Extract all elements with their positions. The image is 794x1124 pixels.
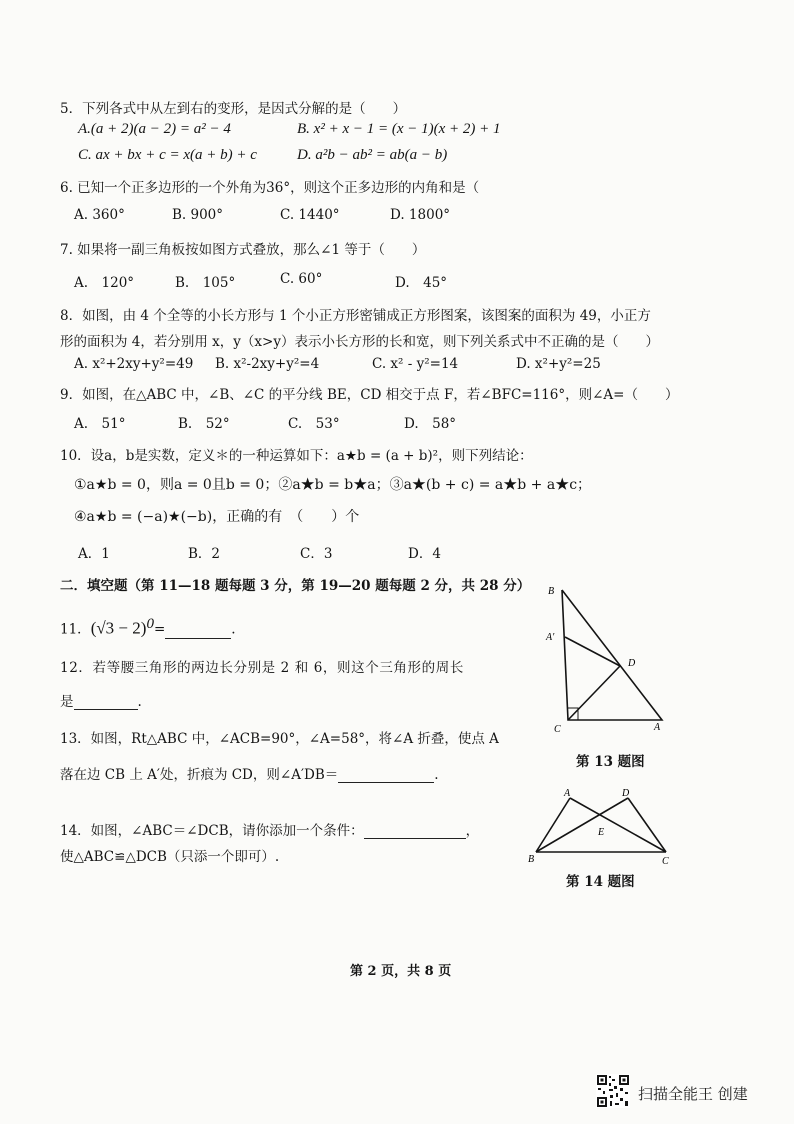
- crease-cd: [568, 666, 620, 720]
- q11: [60, 616, 236, 639]
- q14-line1-end: ，: [465, 823, 480, 839]
- label-d: D: [628, 658, 636, 669]
- label-a: A: [654, 722, 661, 732]
- q11-equals: =: [153, 621, 166, 638]
- q12-answer-blank[interactable]: [74, 695, 138, 710]
- q13-end: .: [434, 767, 439, 783]
- q8-line1: 8．如图，由 4 个全等的小长方形与 1 个小正方形密铺成正方形图案，该图案的面积为 49，小正方: [60, 308, 651, 324]
- q10-stem: 10．设a，b是实数，定义＊的一种运算如下：a★b = (a + b)²，则下列结论：: [60, 448, 533, 464]
- label-d: D: [622, 788, 630, 799]
- figure-14-caption: 第 14 题图: [566, 874, 635, 890]
- q10-conclusions-2: ④a★b = (−a)★(−b)，正确的有 （ ）个: [74, 509, 360, 525]
- label-b: B: [528, 854, 535, 865]
- q10-option-a: A．1: [78, 546, 110, 562]
- label-a-prime: A′: [546, 632, 555, 643]
- label-c: C: [662, 856, 669, 866]
- q9-option-d: D. 58°: [404, 416, 457, 432]
- label-c: C: [554, 724, 561, 732]
- q12-line1: 12．若等腰三角形的两边长分别是 2 和 6，则这个三角形的周长: [60, 660, 464, 676]
- q12-line2: [60, 690, 142, 710]
- q5-stem: 5．下列各式中从左到右的变形，是因式分解的是（ ）: [60, 101, 407, 117]
- q6-option-d: D. 1800°: [390, 207, 451, 223]
- label-e: E: [598, 827, 605, 838]
- q8-option-b: B. x²-2xy+y²=4: [215, 356, 320, 372]
- q14-line2: 使△ABC≌△DCB（只添一个即可）.: [60, 849, 280, 865]
- q9-option-c: C. 53°: [288, 416, 340, 432]
- fold-line-a1-d: [565, 637, 620, 666]
- q14-line1-text: 14．如图，∠ABC＝∠DCB，请你添加一个条件：: [60, 823, 364, 839]
- q10-conclusions-1: ①a★b = 0，则a = 0且b = 0；②a★b = b★a；③a★(b + c) = a★b + a★c；: [74, 477, 592, 493]
- q6-option-a: A. 360°: [74, 207, 125, 223]
- label-a: A: [564, 788, 571, 799]
- triangle-abc-outline: [562, 590, 662, 720]
- q11-expression: (√3 − 2): [90, 618, 147, 638]
- q13-line2-text: 落在边 CB 上 A′处，折痕为 CD，则∠A′DB＝: [60, 767, 339, 783]
- q10-option-c: C．3: [300, 546, 333, 562]
- qr-code-icon: [596, 1074, 630, 1108]
- q8-option-c: C. x² - y²=14: [372, 356, 459, 372]
- q14-answer-blank[interactable]: [364, 824, 466, 839]
- q7-option-b: B. 105°: [175, 275, 236, 291]
- q11-answer-blank[interactable]: [165, 624, 231, 639]
- q9-option-b: B. 52°: [178, 416, 230, 432]
- segment-ac: [570, 798, 666, 852]
- figure-13-triangle: [540, 582, 680, 732]
- q14-line1: [60, 819, 479, 839]
- q10-option-d: D．4: [408, 546, 441, 562]
- q5-option-c: C. ax + bx + c = x(a + b) + c: [78, 147, 257, 163]
- q5-option-d: D. a²b − ab² = ab(a − b): [297, 147, 448, 163]
- q8-line2: 形的面积为 4，若分别用 x，y（x>y）表示小长方形的长和宽，则下列关系式中不正确的是（ ）: [60, 334, 659, 350]
- q11-exponent: 0: [146, 616, 154, 632]
- q6-option-c: C. 1440°: [280, 207, 340, 223]
- q12-end: .: [137, 694, 142, 710]
- q7-option-c: C. 60°: [280, 271, 323, 287]
- q13-line1: 13．如图，Rt△ABC 中，∠ACB=90°，∠A=58°，将∠A 折叠，使点 A: [60, 731, 499, 747]
- figure-13-caption: 第 13 题图: [576, 754, 645, 770]
- segment-dc: [628, 798, 666, 852]
- q13-answer-blank[interactable]: [338, 768, 434, 783]
- q5-option-a: A.(a + 2)(a − 2) = a² − 4: [78, 121, 231, 137]
- segment-bd: [536, 798, 628, 852]
- q13-line2: [60, 763, 439, 783]
- q11-end: .: [231, 621, 236, 638]
- q9-option-a: A. 51°: [74, 416, 126, 432]
- q6-option-b: B. 900°: [172, 207, 224, 223]
- q6-stem: 6. 已知一个正多边形的一个外角为36°，则这个正多边形的内角和是（: [60, 180, 480, 196]
- watermark-text: 扫描全能王 创建: [638, 1085, 748, 1103]
- q7-option-a: A. 120°: [74, 275, 135, 291]
- page-footer: 第 2 页，共 8 页: [350, 964, 452, 979]
- label-b: B: [548, 586, 555, 597]
- figure-14-triangles: [524, 786, 680, 866]
- q10-option-b: B．2: [188, 546, 221, 562]
- segment-ba: [536, 798, 570, 852]
- q7-option-d: D. 45°: [395, 275, 448, 291]
- q5-option-b: B. x² + x − 1 = (x − 1)(x + 2) + 1: [297, 121, 501, 137]
- q9-stem: 9．如图，在△ABC 中，∠B、∠C 的平分线 BE，CD 相交于点 F，若∠BFC=116°，则∠A=（ ）: [60, 387, 679, 403]
- q11-number: 11．: [60, 621, 91, 638]
- q12-line2-text: 是: [60, 694, 74, 710]
- q7-stem: 7. 如果将一副三角板按如图方式叠放，那么∠1 等于（ ）: [60, 242, 426, 258]
- q8-option-d: D. x²+y²=25: [516, 356, 601, 372]
- q8-option-a: A. x²+2xy+y²=49: [74, 356, 194, 372]
- section-heading-fill-in: 二．填空题（第 11—18 题每题 3 分，第 19—20 题每题 2 分，共 28 分）: [60, 578, 531, 594]
